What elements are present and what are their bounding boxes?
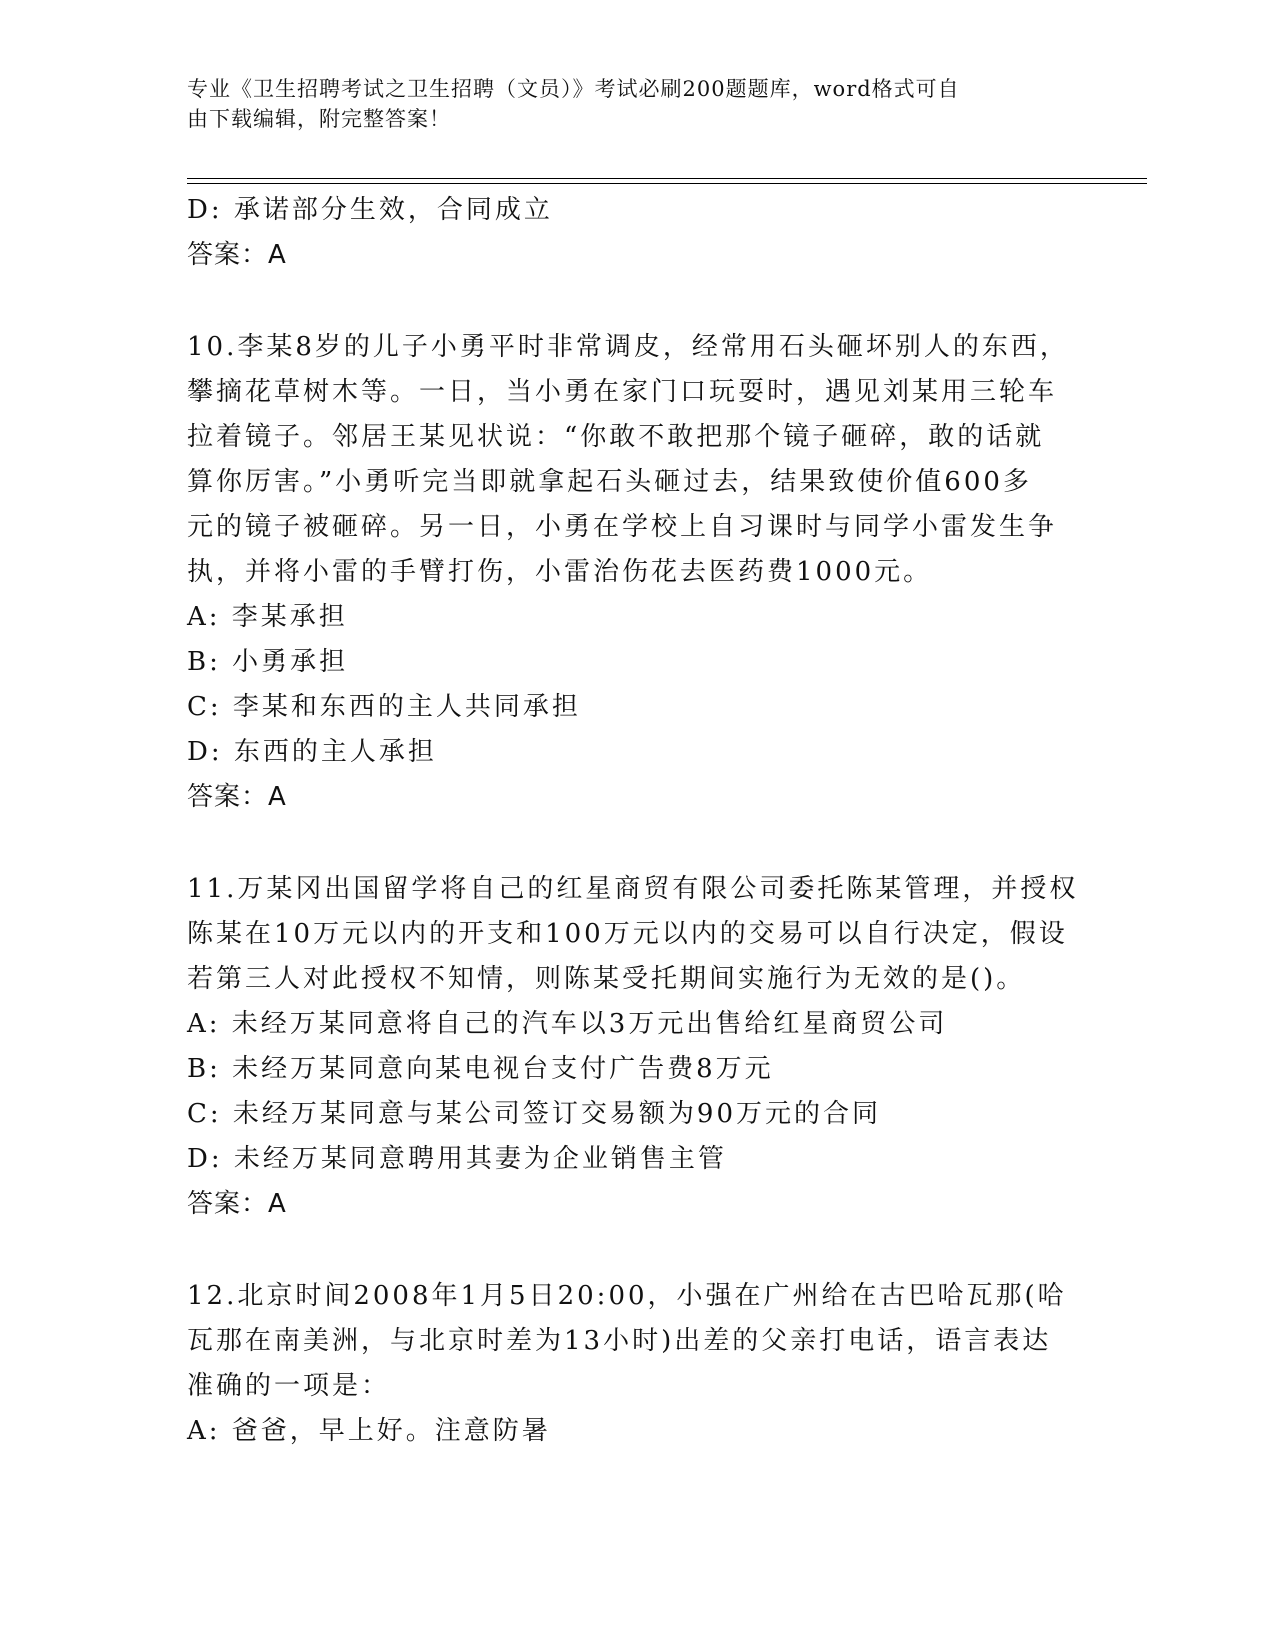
option-d: D: 东西的主人承担 — [187, 737, 437, 767]
option-c: C: 李某和东西的主人共同承担 — [187, 692, 581, 722]
option-b: B: 小勇承担 — [187, 647, 349, 677]
question-stem-line: 12.北京时间2008年1月5日20:00，小强在广州给在古巴哈瓦那(哈 — [187, 1281, 1067, 1311]
answer-line: 答案：A — [187, 782, 287, 812]
option-a: A: 爸爸，早上好。注意防暑 — [187, 1416, 551, 1446]
header-divider-bottom — [187, 183, 1147, 184]
option-b: B: 未经万某同意向某电视台支付广告费8万元 — [187, 1054, 774, 1084]
answer-line: 答案：A — [187, 1189, 287, 1219]
question-10 — [187, 325, 1087, 820]
question-stem-line: 执，并将小雷的手臂打伤，小雷治伤花去医药费1000元。 — [187, 557, 933, 587]
question-stem-line: 攀摘花草树木等。一日，当小勇在家门口玩耍时，遇见刘某用三轮车 — [187, 377, 1058, 407]
header-line-1: 专业《卫生招聘考试之卫生招聘（文员）》考试必刷200题题库，word格式可自 — [187, 77, 960, 101]
question-stem-line: 拉着镜子。邻居王某见状说：“你敢不敢把那个镜子砸碎，敢的话就 — [187, 422, 1045, 452]
question-12 — [187, 1274, 1087, 1454]
question-stem-line: 算你厉害。”小勇听完当即就拿起石头砸过去，结果致使价值600多 — [187, 467, 1032, 497]
answer-line: 答案：A — [187, 240, 287, 270]
question-stem-line: 陈某在10万元以内的开支和100万元以内的交易可以自行决定，假设 — [187, 919, 1068, 949]
question-stem-line: 准确的一项是： — [187, 1371, 391, 1401]
question-stem-line: 11.万某冈出国留学将自己的红星商贸有限公司委托陈某管理，并授权 — [187, 874, 1079, 904]
question-stem-line: 若第三人对此授权不知情，则陈某受托期间实施行为无效的是()。 — [187, 964, 1026, 994]
option-c: C: 未经万某同意与某公司签订交易额为90万元的合同 — [187, 1099, 882, 1129]
option-a: A: 李某承担 — [187, 602, 348, 632]
document-header — [187, 74, 1087, 134]
question-stem-line: 瓦那在南美洲，与北京时差为13小时)出差的父亲打电话，语言表达 — [187, 1326, 1052, 1356]
option-a: A: 未经万某同意将自己的汽车以3万元出售给红星商贸公司 — [187, 1009, 948, 1039]
question-stem-line: 元的镜子被砸碎。另一日，小勇在学校上自习课时与同学小雷发生争 — [187, 512, 1058, 542]
question-stem-line: 10.李某8岁的儿子小勇平时非常调皮，经常用石头砸坏别人的东西， — [187, 332, 1069, 362]
option-d: D: 承诺部分生效，合同成立 — [187, 195, 553, 225]
header-divider-top — [187, 178, 1147, 179]
option-d: D: 未经万某同意聘用其妻为企业销售主管 — [187, 1144, 727, 1174]
question-11 — [187, 867, 1087, 1227]
document-body — [187, 188, 1087, 1454]
header-line-2: 由下载编辑，附完整答案！ — [187, 107, 451, 131]
